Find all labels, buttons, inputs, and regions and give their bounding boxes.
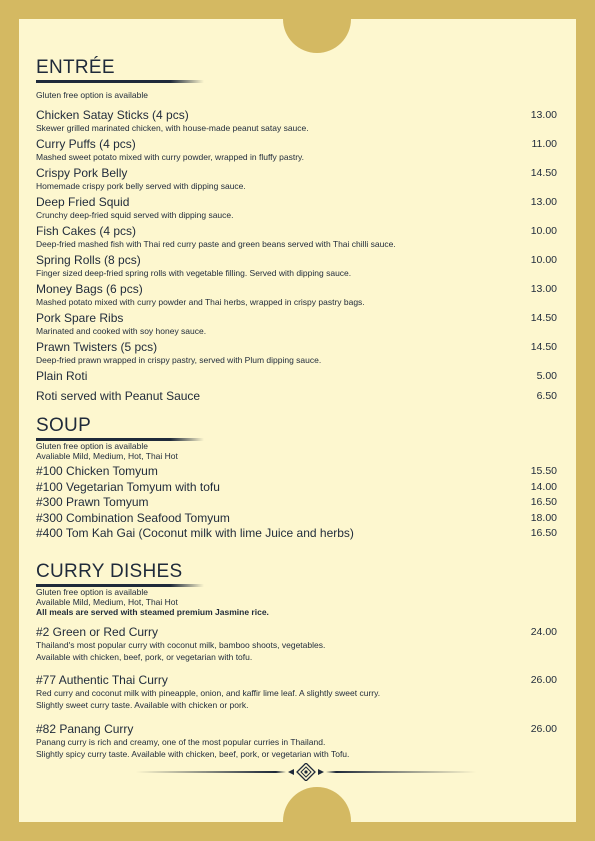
item-name: #300 Prawn Tomyum (36, 495, 149, 510)
soup-note: Gluten free option is available (36, 441, 148, 451)
menu-item (36, 224, 561, 253)
item-name: #82 Panang Curry (36, 722, 134, 736)
menu-item (36, 311, 561, 340)
item-description: Deep-fried mashed fish with Thai red curry paste and green beans served with Thai chilli sauce. (36, 239, 396, 249)
menu-page (19, 19, 576, 822)
entree-note: Gluten free option is available (36, 90, 148, 100)
entree-section (36, 57, 561, 100)
entree-title: ENTRÉE (36, 57, 115, 78)
item-name: Curry Puffs (4 pcs) (36, 137, 136, 151)
curry-list (36, 625, 561, 762)
entree-list (36, 108, 561, 409)
item-price: 10.00 (530, 254, 557, 266)
soup-section (36, 415, 561, 461)
menu-item (36, 495, 561, 511)
item-name: Fish Cakes (4 pcs) (36, 224, 137, 238)
item-price: 6.50 (536, 390, 557, 402)
soup-heat-note: Avaliable Mild, Medium, Hot, Thai Hot (36, 451, 178, 461)
item-description: Finger sized deep-fried spring rolls with vegetable filling. Served with dipping sauce. (36, 268, 352, 278)
menu-item (36, 282, 561, 311)
item-description: Crunchy deep-fried squid served with dipping sauce. (36, 210, 234, 220)
item-availability: Slightly spicy curry taste. Available with chicken, beef, pork, or vegetarian with Tofu. (36, 749, 350, 759)
item-price: 26.00 (530, 723, 557, 735)
item-price: 16.50 (530, 496, 557, 509)
item-name: #2 Green or Red Curry (36, 625, 159, 639)
item-description: Red curry and coconut milk with pineapple, onion, and kaffir lime leaf. A slightly sweet curry. (36, 688, 381, 698)
soup-title: SOUP (36, 415, 92, 436)
item-price: 24.00 (530, 626, 557, 638)
menu-item (36, 137, 561, 166)
item-description: Deep-fried prawn wrapped in crispy pastry, served with Plum dipping sauce. (36, 355, 322, 365)
curry-note: Gluten free option is available (36, 587, 148, 597)
item-name: #300 Combination Seafood Tomyum (36, 510, 230, 525)
item-name: Money Bags (6 pcs) (36, 282, 143, 296)
item-description: Mashed potato mixed with curry powder and Thai herbs, wrapped in crispy pastry bags. (36, 297, 365, 307)
item-name: Chicken Satay Sticks (4 pcs) (36, 108, 189, 122)
menu-item (36, 673, 561, 722)
item-name: Roti served with Peanut Sauce (36, 389, 201, 403)
item-price: 5.00 (536, 370, 557, 382)
item-price: 16.50 (530, 527, 557, 540)
menu-item (36, 108, 561, 137)
item-description: Thailand's most popular curry with coconut milk, bamboo shoots, vegetables. (36, 640, 326, 650)
curry-section (36, 561, 561, 617)
item-price: 14.50 (530, 312, 557, 324)
item-price: 13.00 (530, 196, 557, 208)
item-name: Plain Roti (36, 369, 88, 383)
item-description: Skewer grilled marinated chicken, with house-made peanut satay sauce. (36, 123, 309, 133)
item-price: 26.00 (530, 674, 557, 686)
menu-item (36, 369, 561, 389)
item-price: 11.00 (531, 138, 557, 150)
curry-rice-note: All meals are served with steamed premium Jasmine rice. (36, 607, 269, 617)
decorative-circle-top (283, 19, 351, 53)
menu-item (36, 625, 561, 673)
item-price: 14.00 (530, 480, 557, 493)
item-name: Crispy Pork Belly (36, 166, 128, 180)
item-price: 18.00 (530, 511, 557, 524)
decorative-circle-bottom (283, 787, 351, 822)
soup-list (36, 464, 561, 542)
item-availability: Available with chicken, beef, pork, or vegetarian with tofu. (36, 652, 253, 662)
item-name: #100 Vegetarian Tomyum with tofu (36, 479, 220, 494)
item-description: Homemade crispy pork belly served with dipping sauce. (36, 181, 246, 191)
item-name: #100 Chicken Tomyum (36, 464, 158, 478)
divider-ornament (136, 763, 476, 781)
item-price: 14.50 (530, 167, 557, 179)
item-name: Deep Fried Squid (36, 195, 130, 209)
item-description: Mashed sweet potato mixed with curry powder, wrapped in fluffy pastry. (36, 152, 305, 162)
curry-heat-note: Available Mild, Medium, Hot, Thai Hot (36, 597, 178, 607)
item-description: Marinated and cooked with soy honey sauce. (36, 326, 207, 336)
menu-item (36, 511, 561, 527)
item-price: 14.50 (530, 341, 557, 353)
entree-underline (36, 80, 204, 83)
item-price: 13.00 (530, 283, 557, 295)
menu-item (36, 195, 561, 224)
menu-item (36, 389, 561, 409)
menu-item (36, 526, 561, 542)
item-name: #77 Authentic Thai Curry (36, 673, 168, 687)
menu-item (36, 464, 561, 480)
curry-title: CURRY DISHES (36, 561, 183, 582)
menu-item (36, 480, 561, 496)
item-price: 13.00 (530, 109, 557, 121)
item-name: Pork Spare Ribs (36, 311, 124, 325)
item-availability: Slightly sweet curry taste. Available with chicken or pork. (36, 700, 249, 710)
item-name: Spring Rolls (8 pcs) (36, 253, 141, 267)
menu-item (36, 722, 561, 762)
menu-item (36, 340, 561, 369)
menu-item (36, 166, 561, 195)
item-name: Prawn Twisters (5 pcs) (36, 340, 158, 354)
item-price: 15.50 (530, 465, 557, 477)
item-description: Panang curry is rich and creamy, one of the most popular curries in Thailand. (36, 737, 326, 747)
menu-item (36, 253, 561, 282)
item-name: #400 Tom Kah Gai (Coconut milk with lime Juice and herbs) (36, 526, 354, 541)
item-price: 10.00 (530, 225, 557, 237)
